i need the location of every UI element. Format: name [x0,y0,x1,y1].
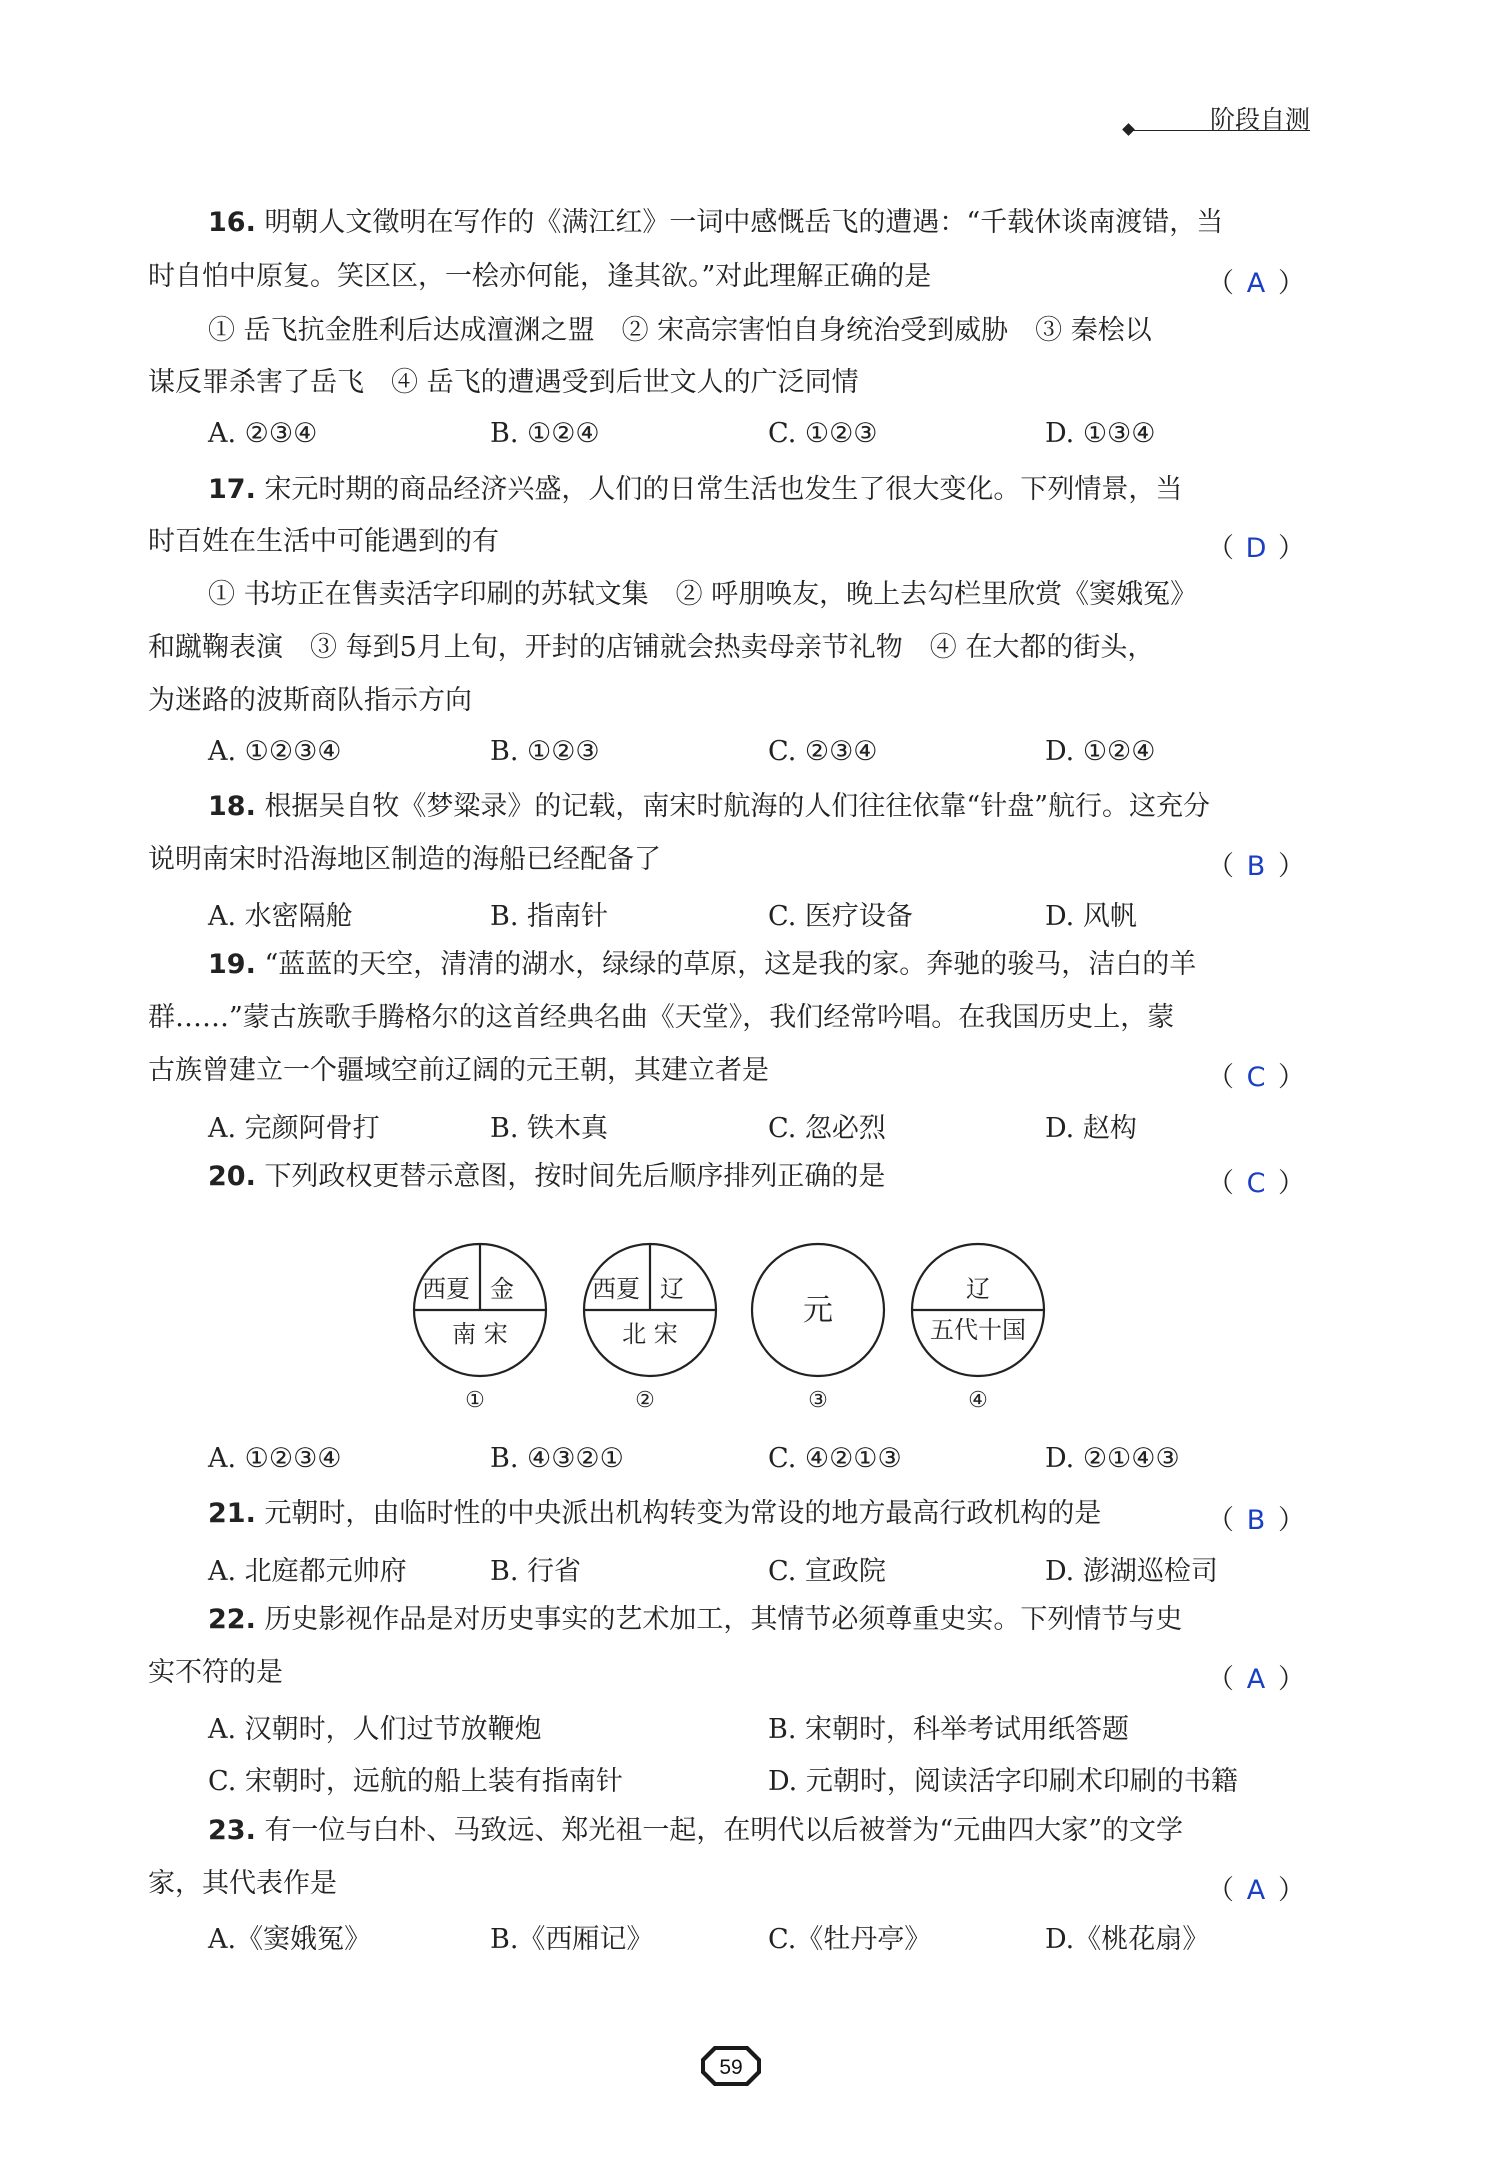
option-a: A. ①②③④ [208,1443,342,1474]
answer-letter: C [1246,1062,1266,1093]
question-item: ① 书坊正在售卖活字印刷的苏轼文集 ② 呼朋唤友，晚上去勾栏里欣赏《窦娥冤》 [208,579,1198,610]
page-number: 59 [719,2056,743,2079]
option-c: C. 忽必烈 [768,1113,886,1144]
option-a: A. 完颜阿骨打 [208,1113,380,1144]
regime-diagram [0,1235,1500,1425]
question-number: 16. [208,207,256,238]
question-text: 元朝时，由临时性的中央派出机构转变为常设的地方最高行政机构的是 [264,1498,1102,1529]
option-c: C. 医疗设备 [768,901,913,932]
answer-bracket: （ C ） [1207,1062,1305,1093]
option-b: B. 宋朝时，科举考试用纸答题 [768,1714,1130,1745]
option-c: C. ②③④ [768,736,878,767]
circle-number: ① [465,1388,485,1413]
circle-1 [414,1244,546,1413]
option-d: D. 赵构 [1045,1113,1137,1144]
option-b: B. ④③②① [490,1443,624,1474]
answer-letter: A [1246,1664,1266,1695]
circle-label: 北 宋 [622,1320,678,1348]
answer-bracket: （ B ） [1207,1505,1305,1536]
answer-letter: B [1246,851,1266,882]
option-a: A. ②③④ [208,418,318,449]
question-number: 17. [208,474,256,505]
question-number: 19. [208,949,256,980]
option-c: C. 宋朝时，远航的船上装有指南针 [208,1766,623,1797]
question-text: 家，其代表作是 [148,1868,337,1899]
circle-label: 西夏 [592,1275,640,1303]
answer-letter: D [1245,533,1267,564]
circle-label: 五代十国 [930,1316,1026,1344]
option-d: D. ①③④ [1045,418,1156,449]
question-text: 历史影视作品是对历史事实的艺术加工，其情节必须尊重史实。下列情节与史 [264,1604,1183,1635]
option-a: A. 汉朝时，人们过节放鞭炮 [208,1714,542,1745]
option-d: D.《桃花扇》 [1045,1924,1210,1955]
circle-number: ④ [968,1388,988,1413]
option-d: D. ②①④③ [1045,1443,1180,1474]
option-d: D. 风帆 [1045,901,1137,932]
answer-bracket: （ D ） [1207,533,1305,564]
option-d: D. ①②④ [1045,736,1156,767]
question-text: 群……”蒙古族歌手腾格尔的这首经典名曲《天堂》，我们经常吟唱。在我国历史上，蒙 [148,1002,1175,1033]
option-a: A. ①②③④ [208,736,342,767]
question-text: 宋元时期的商品经济兴盛，人们的日常生活也发生了很大变化。下列情景，当 [264,474,1183,505]
answer-bracket: （ A ） [1207,1664,1305,1695]
option-b: B. 行省 [490,1556,582,1587]
question-text: 根据吴自牧《梦粱录》的记载，南宋时航海的人们往往依靠“针盘”航行。这充分 [264,791,1211,822]
circle-number: ③ [808,1388,828,1413]
option-b: B. ①②③ [490,736,600,767]
option-a: A.《窦娥冤》 [208,1924,372,1955]
circle-4 [912,1244,1044,1413]
question-text: 时自怕中原复。笑区区，一桧亦何能，逢其欲。”对此理解正确的是 [148,261,932,292]
circle-number: ② [635,1388,655,1413]
circle-label: 南 宋 [452,1320,508,1348]
circle-3 [752,1244,884,1413]
section-header [1130,100,1310,134]
option-c: C. ④②①③ [768,1443,902,1474]
answer-letter: A [1246,1875,1266,1906]
answer-bracket: （ B ） [1207,851,1305,882]
question-text: 明朝人文徵明在写作的《满江红》一词中感慨岳飞的遭遇：“千载休谈南渡错，当 [264,207,1224,238]
circle-2 [584,1244,716,1413]
question-item: ① 岳飞抗金胜利后达成澶渊之盟 ② 宋高宗害怕自身统治受到威胁 ③ 秦桧以 [208,315,1152,346]
page-number-badge [700,2045,762,2087]
option-b: B. 铁木真 [490,1113,609,1144]
question-text: 有一位与白朴、马致远、郑光祖一起，在明代以后被誉为“元曲四大家”的文学 [264,1815,1184,1846]
option-b: B. 指南针 [490,901,609,932]
question-item: 为迷路的波斯商队指示方向 [148,685,472,716]
question-text: 实不符的是 [148,1657,283,1688]
option-b: B.《西厢记》 [490,1924,654,1955]
question-text: 古族曾建立一个疆域空前辽阔的元王朝，其建立者是 [148,1055,769,1086]
option-a: A. 北庭都元帅府 [208,1556,407,1587]
question-number: 18. [208,791,256,822]
answer-bracket: （ A ） [1207,1875,1305,1906]
answer-letter: C [1246,1168,1266,1199]
question-text: 时百姓在生活中可能遇到的有 [148,526,499,557]
question-item: 和蹴鞠表演 ③ 每到5月上旬，开封的店铺就会热卖母亲节礼物 ④ 在大都的街头， [148,632,1155,663]
question-text: 说明南宋时沿海地区制造的海船已经配备了 [148,844,661,875]
question-text: 下列政权更替示意图，按时间先后顺序排列正确的是 [264,1161,886,1192]
question-number: 21. [208,1498,256,1529]
circle-label: 元 [803,1293,833,1328]
option-a: A. 水密隔舱 [208,901,353,932]
question-number: 23. [208,1815,256,1846]
circle-label: 辽 [660,1275,684,1303]
question-item: 谋反罪杀害了岳飞 ④ 岳飞的遭遇受到后世文人的广泛同情 [148,367,859,398]
regime-diagram-svg [0,1235,1500,1425]
question-text: “蓝蓝的天空，清清的湖水，绿绿的草原，这是我的家。奔驰的骏马，洁白的羊 [264,949,1197,980]
answer-letter: A [1246,268,1266,299]
circle-label: 辽 [966,1275,990,1303]
circle-label: 金 [490,1275,514,1303]
circle-label: 西夏 [422,1275,470,1303]
option-c: C. 宣政院 [768,1556,886,1587]
page-number-octagon [700,2045,762,2087]
option-c: C. ①②③ [768,418,878,449]
option-d: D. 澎湖巡检司 [1045,1556,1218,1587]
answer-letter: B [1246,1505,1266,1536]
option-c: C.《牡丹亭》 [768,1924,932,1955]
answer-bracket: （ A ） [1207,268,1305,299]
question-number: 20. [208,1161,256,1192]
question-number: 22. [208,1604,256,1635]
section-title: 阶段自测 [1209,105,1310,134]
option-b: B. ①②④ [490,418,600,449]
option-d: D. 元朝时，阅读活字印刷术印刷的书籍 [768,1766,1238,1797]
answer-bracket: （ C ） [1207,1168,1305,1199]
